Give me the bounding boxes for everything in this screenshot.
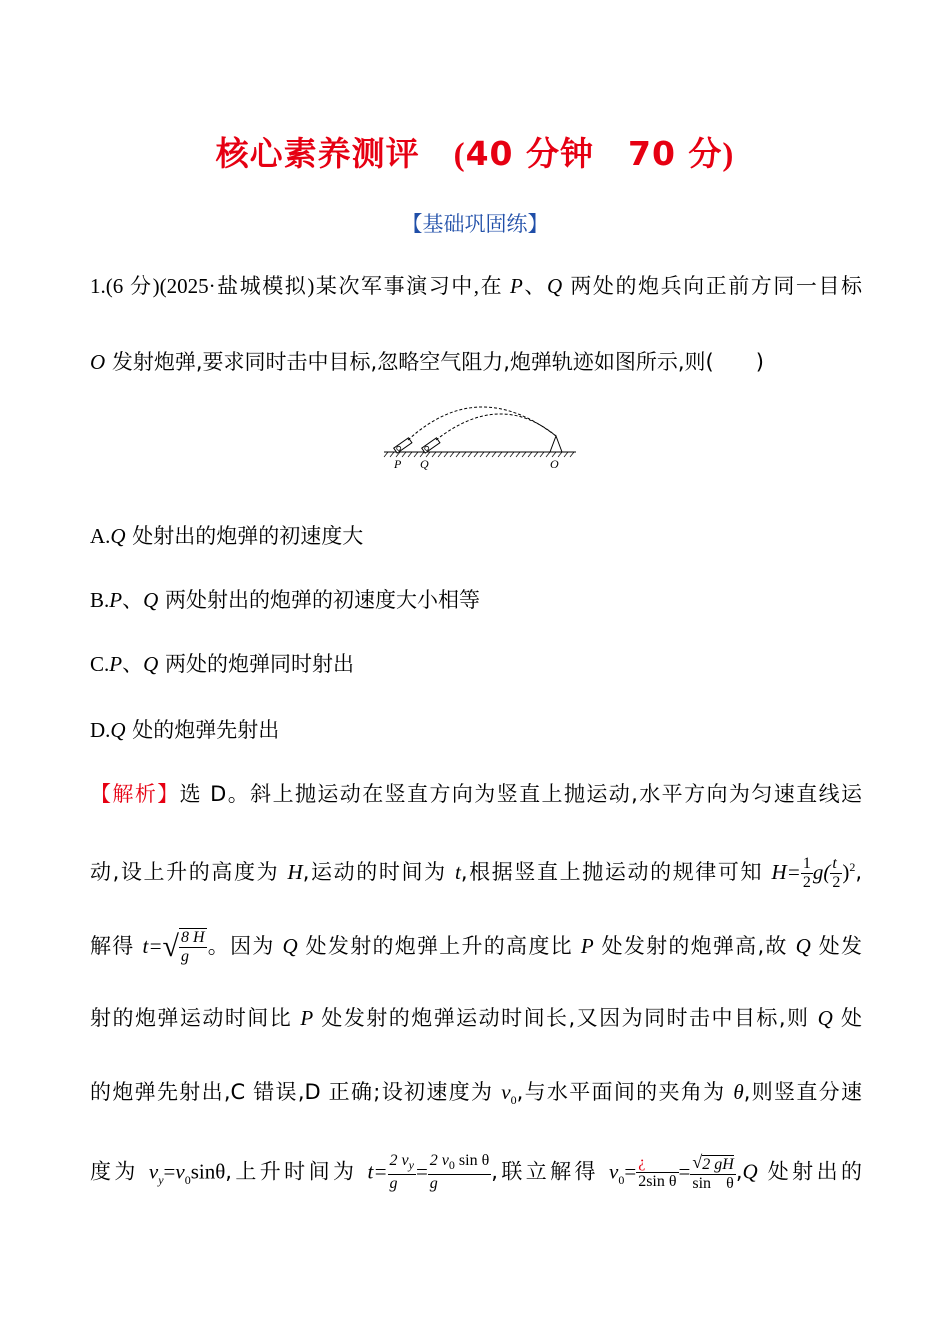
- analysis-line-3: 解得 t=√ $\frac{8 H}{g}$ 。因为 Q 处发射的炮弹上升的高度比 P 处发射的炮弹高,故 Q 处发: [90, 929, 862, 965]
- analysis-label: 【解析】: [90, 782, 180, 806]
- trajectory-p: [408, 407, 556, 440]
- label-o: O: [550, 457, 559, 471]
- label-q: Q: [420, 457, 429, 471]
- page-title: 核心素养测评 (40 分钟 70 分): [215, 134, 735, 173]
- analysis-line-1: 【解析】选 D。斜上抛运动在竖直方向为竖直上抛运动,水平方向为匀速直线运: [90, 782, 862, 806]
- option-a: A.Q 处射出的炮弹的初速度大: [90, 524, 364, 548]
- question-line-2: O 发射炮弹,要求同时击中目标,忽略空气阻力,炮弹轨迹如图所示,则( ): [90, 350, 764, 374]
- option-b: B.P、Q 两处射出的炮弹的初速度大小相等: [90, 588, 480, 612]
- option-c: C.P、Q 两处的炮弹同时射出: [90, 652, 354, 676]
- cannon-p: [394, 438, 412, 453]
- cannon-q: [422, 438, 440, 453]
- target-o: [550, 436, 562, 452]
- section-label: 【基础巩固练】: [401, 212, 549, 236]
- trajectory-q: [436, 414, 556, 440]
- analysis-line-4: 射的炮弹运动时间比 P 处发射的炮弹运动时间长,又因为同时击中目标,则 Q 处: [90, 1006, 862, 1030]
- option-d: D.Q 处的炮弹先射出: [90, 718, 280, 742]
- projectile-figure: [380, 396, 580, 472]
- analysis-line-5: 的炮弹先射出,C 错误,D 正确;设初速度为 $v_0$,与水平面间的夹角为 θ,则竖直分速: [90, 1080, 862, 1108]
- analysis-line-6: 度为 $v_y=v_0\sin\theta$,上升时间为 t= $\frac{2 v_y}{g}$ = $\frac{2 v_0 \sin \theta}{g}$ ,联立解得 $v_0=$ $\frac{¿}{\text{2sin θ}}$ = $\frac{√2 gH}{\text{sin θ}}$ ,Q 处射出的: [90, 1151, 862, 1193]
- analysis-line-2: 动,设上升的高度为 H,运动的时间为 t,根据竖直上抛运动的规律可知 H= $\frac{1}{2}$ g( $\frac{t}{2}$ )$^2$,: [90, 854, 862, 891]
- question-line-1: 1.(6 分)(2025·盐城模拟)某次军事演习中,在 P、Q 两处的炮兵向正前方同一目标: [90, 274, 863, 298]
- label-p: P: [394, 457, 402, 471]
